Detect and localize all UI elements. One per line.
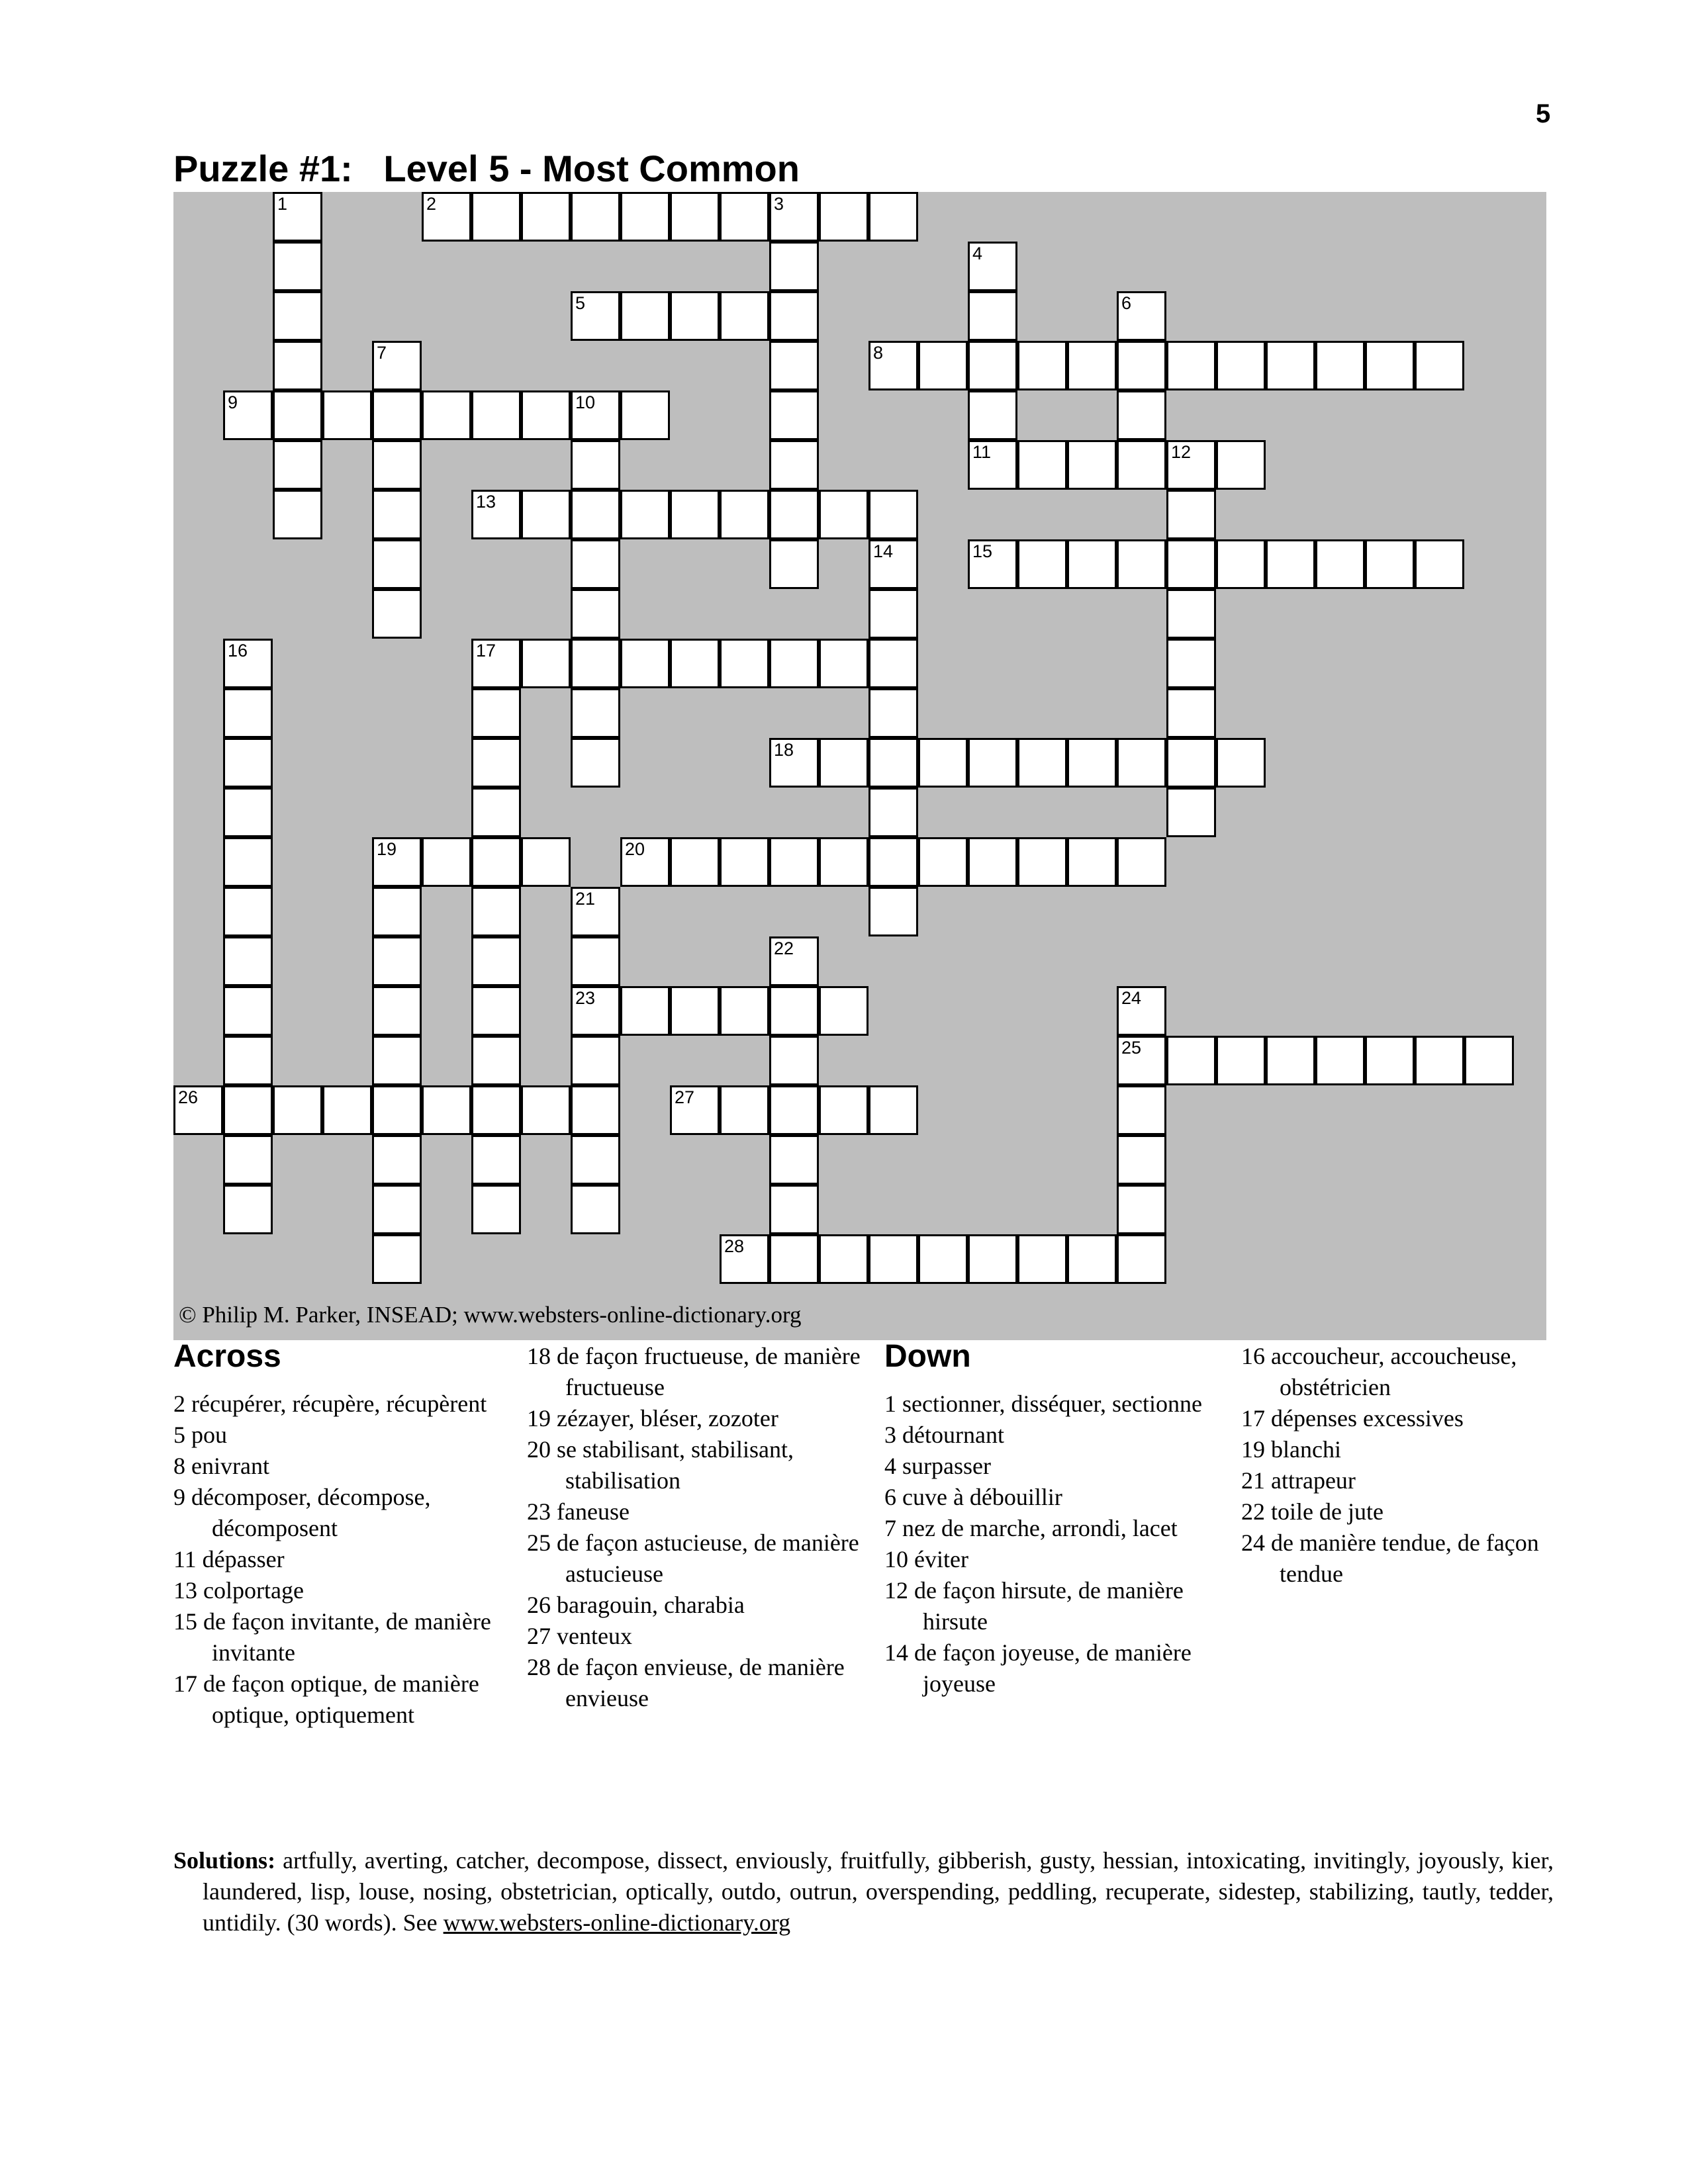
across-heading: Across	[173, 1339, 281, 1374]
grid-cell[interactable]	[372, 1135, 422, 1185]
grid-cell[interactable]	[1166, 440, 1216, 490]
cell-number: 19	[377, 839, 397, 859]
grid-cell[interactable]	[620, 837, 670, 887]
grid-cell[interactable]	[571, 291, 620, 341]
grid-cell[interactable]	[1415, 341, 1464, 390]
grid-cell[interactable]	[670, 192, 720, 242]
grid-cell[interactable]	[868, 1234, 918, 1284]
clue-down-1: 1 sectionner, disséquer, sectionne	[884, 1390, 1202, 1417]
grid-cell[interactable]	[372, 341, 422, 390]
grid-cell[interactable]	[769, 242, 819, 291]
cell-number: 4	[972, 244, 983, 263]
grid-cell[interactable]	[1216, 440, 1266, 490]
grid-cell[interactable]	[223, 837, 273, 887]
grid-cell[interactable]	[1117, 1234, 1166, 1284]
clue-down-3: 3 détournant	[884, 1422, 1004, 1448]
grid-cell[interactable]	[471, 639, 521, 688]
grid-cell[interactable]	[918, 738, 968, 788]
grid-cell[interactable]	[1266, 1036, 1315, 1085]
grid-cell[interactable]	[1067, 837, 1117, 887]
grid-cell[interactable]	[571, 1085, 620, 1135]
grid-cell[interactable]	[273, 390, 322, 440]
grid-cell[interactable]	[769, 390, 819, 440]
grid-cell[interactable]	[571, 539, 620, 589]
grid-cell[interactable]	[223, 1036, 273, 1085]
grid-cell[interactable]	[273, 242, 322, 291]
cell-number: 18	[774, 740, 794, 760]
grid-cell[interactable]	[868, 1085, 918, 1135]
grid-cell[interactable]	[372, 539, 422, 589]
grid-cell[interactable]	[1067, 440, 1117, 490]
grid-cell[interactable]	[223, 936, 273, 986]
grid-cell[interactable]	[769, 1036, 819, 1085]
cell-number: 20	[625, 839, 645, 859]
grid-cell[interactable]	[1117, 837, 1166, 887]
down-heading: Down	[884, 1339, 971, 1374]
grid-cell[interactable]	[521, 639, 571, 688]
grid-cell[interactable]	[1365, 539, 1415, 589]
grid-cell[interactable]	[769, 738, 819, 788]
grid-cell[interactable]	[769, 639, 819, 688]
grid-cell[interactable]	[1017, 1234, 1067, 1284]
solutions-text: artfully, averting, catcher, decompose, dissect, enviously, fruitfully, gibberish, gusty, hessian, intoxicating, invitingly, joyously, kier, laundered, lisp, louse, nosing, obstetrician, optically, outdo, outrun, overspending, peddling, recuperate, sidestep, stabilizing, tautly, tedder, untidily. (30 words). See	[203, 1847, 1554, 1936]
grid-cell[interactable]	[471, 688, 521, 738]
copyright-notice: © Philip M. Parker, INSEAD; www.websters-online-dictionary.org	[179, 1302, 802, 1328]
grid-cell[interactable]	[868, 639, 918, 688]
grid-cell[interactable]	[1117, 390, 1166, 440]
grid-cell[interactable]	[521, 390, 571, 440]
grid-cell[interactable]	[620, 291, 670, 341]
cell-number: 5	[575, 293, 586, 313]
cell-number: 9	[228, 392, 238, 412]
grid-cell[interactable]	[571, 390, 620, 440]
grid-cell[interactable]	[819, 490, 868, 539]
cell-number: 23	[575, 988, 596, 1008]
grid-cell[interactable]	[769, 837, 819, 887]
grid-cell[interactable]	[769, 1234, 819, 1284]
grid-cell[interactable]	[868, 688, 918, 738]
clue-down-10: 10 éviter	[884, 1546, 968, 1572]
clue-across-26: 26 baragouin, charabia	[527, 1592, 745, 1618]
grid-cell[interactable]	[1365, 1036, 1415, 1085]
grid-cell[interactable]	[471, 192, 521, 242]
crossword-grid	[173, 192, 1546, 1340]
grid-cell[interactable]	[968, 837, 1017, 887]
grid-cell[interactable]	[868, 539, 918, 589]
grid-cell[interactable]	[968, 390, 1017, 440]
cell-number: 25	[1121, 1038, 1142, 1058]
grid-cell[interactable]	[1216, 1036, 1266, 1085]
grid-cell[interactable]	[471, 1085, 521, 1135]
cell-number: 6	[1121, 293, 1132, 313]
grid-cell[interactable]	[223, 986, 273, 1036]
grid-cell[interactable]	[571, 639, 620, 688]
grid-cell[interactable]	[720, 1085, 769, 1135]
grid-cell[interactable]	[1166, 490, 1216, 539]
grid-cell[interactable]	[372, 936, 422, 986]
grid-cell[interactable]	[1067, 738, 1117, 788]
cell-number: 22	[774, 938, 794, 958]
grid-cell[interactable]	[1464, 1036, 1514, 1085]
grid-cell[interactable]	[422, 390, 471, 440]
grid-cell[interactable]	[223, 1085, 273, 1135]
grid-cell[interactable]	[471, 738, 521, 788]
grid-cell[interactable]	[571, 440, 620, 490]
clue-down-16: 16 accoucheur, accoucheuse, obstétricien	[1241, 1343, 1517, 1400]
grid-cell[interactable]	[968, 291, 1017, 341]
cell-number: 1	[277, 194, 288, 214]
grid-cell[interactable]	[471, 390, 521, 440]
clue-across-5: 5 pou	[173, 1422, 227, 1448]
grid-cell[interactable]	[223, 688, 273, 738]
across-clues-col-1	[173, 1388, 518, 1731]
grid-cell[interactable]	[1166, 539, 1216, 589]
grid-cell[interactable]	[571, 887, 620, 936]
grid-cell[interactable]	[223, 788, 273, 837]
grid-cell[interactable]	[1067, 1234, 1117, 1284]
grid-cell[interactable]	[1117, 539, 1166, 589]
grid-cell[interactable]	[372, 589, 422, 639]
grid-cell[interactable]	[769, 539, 819, 589]
clue-across-20: 20 se stabilisant, stabilisant, stabilisation	[527, 1436, 794, 1494]
grid-cell[interactable]	[1266, 539, 1315, 589]
grid-cell[interactable]	[1415, 1036, 1464, 1085]
dictionary-link[interactable]: www.websters-online-dictionary.org	[443, 1909, 791, 1936]
grid-cell[interactable]	[173, 1085, 223, 1135]
grid-cell[interactable]	[521, 192, 571, 242]
grid-cell[interactable]	[769, 440, 819, 490]
grid-cell[interactable]	[1166, 341, 1216, 390]
clue-across-15: 15 de façon invitante, de manière invitante	[173, 1608, 491, 1666]
cell-number: 16	[228, 641, 248, 660]
grid-cell[interactable]	[819, 192, 868, 242]
grid-cell[interactable]	[670, 986, 720, 1036]
clue-across-25: 25 de façon astucieuse, de manière astucieuse	[527, 1529, 859, 1587]
grid-cell[interactable]	[1117, 1185, 1166, 1234]
grid-cell[interactable]	[670, 837, 720, 887]
down-clues-col-1	[884, 1388, 1229, 1700]
grid-cell[interactable]	[273, 341, 322, 390]
clue-across-18: 18 de façon fructueuse, de manière fructueuse	[527, 1343, 861, 1400]
grid-cell[interactable]	[1166, 589, 1216, 639]
grid-cell[interactable]	[471, 490, 521, 539]
grid-cell[interactable]	[918, 837, 968, 887]
grid-cell[interactable]	[769, 1135, 819, 1185]
grid-cell[interactable]	[819, 1234, 868, 1284]
grid-cell[interactable]	[1166, 639, 1216, 688]
grid-cell[interactable]	[471, 1135, 521, 1185]
grid-cell[interactable]	[868, 738, 918, 788]
grid-cell[interactable]	[720, 986, 769, 1036]
clue-down-12: 12 de façon hirsute, de manière hirsute	[884, 1577, 1184, 1635]
cell-number: 2	[426, 194, 437, 214]
grid-cell[interactable]	[620, 192, 670, 242]
clue-down-7: 7 nez de marche, arrondi, lacet	[884, 1515, 1178, 1541]
grid-cell[interactable]	[620, 390, 670, 440]
grid-cell[interactable]	[571, 688, 620, 738]
grid-cell[interactable]	[1166, 738, 1216, 788]
clue-across-19: 19 zézayer, bléser, zozoter	[527, 1405, 778, 1432]
grid-cell[interactable]	[471, 887, 521, 936]
grid-cell[interactable]	[422, 837, 471, 887]
grid-cell[interactable]	[769, 341, 819, 390]
grid-cell[interactable]	[819, 738, 868, 788]
cell-number: 28	[724, 1236, 745, 1256]
puzzle-title: Puzzle #1: Level 5 - Most Common	[173, 148, 800, 189]
grid-cell[interactable]	[372, 490, 422, 539]
grid-cell[interactable]	[819, 837, 868, 887]
grid-cell[interactable]	[1117, 440, 1166, 490]
cell-number: 15	[972, 541, 993, 561]
grid-cell[interactable]	[1017, 440, 1067, 490]
grid-cell[interactable]	[769, 936, 819, 986]
grid-cell[interactable]	[1365, 341, 1415, 390]
grid-cell[interactable]	[1266, 341, 1315, 390]
grid-cell[interactable]	[521, 1085, 571, 1135]
grid-cell[interactable]	[769, 1085, 819, 1135]
grid-cell[interactable]	[1166, 688, 1216, 738]
grid-cell[interactable]	[223, 738, 273, 788]
grid-cell[interactable]	[670, 490, 720, 539]
clue-across-28: 28 de façon envieuse, de manière envieuse	[527, 1654, 845, 1711]
page-number: 5	[1536, 99, 1551, 128]
grid-cell[interactable]	[769, 291, 819, 341]
grid-cell[interactable]	[471, 788, 521, 837]
grid-cell[interactable]	[223, 1185, 273, 1234]
grid-cell[interactable]	[571, 490, 620, 539]
grid-cell[interactable]	[1017, 341, 1067, 390]
grid-cell[interactable]	[868, 788, 918, 837]
grid-cell[interactable]	[273, 440, 322, 490]
cell-number: 10	[575, 392, 596, 412]
grid-cell[interactable]	[1117, 1036, 1166, 1085]
grid-cell[interactable]	[670, 639, 720, 688]
grid-cell[interactable]	[223, 390, 273, 440]
grid-cell[interactable]	[1017, 738, 1067, 788]
grid-cell[interactable]	[1315, 1036, 1365, 1085]
grid-cell[interactable]	[223, 887, 273, 936]
grid-cell[interactable]	[819, 1085, 868, 1135]
grid-cell[interactable]	[471, 837, 521, 887]
grid-cell[interactable]	[273, 291, 322, 341]
solutions-label: Solutions:	[173, 1847, 276, 1874]
grid-cell[interactable]	[571, 1036, 620, 1085]
cell-number: 12	[1171, 442, 1192, 462]
grid-cell[interactable]	[868, 887, 918, 936]
grid-cell[interactable]	[918, 1234, 968, 1284]
grid-cell[interactable]	[521, 490, 571, 539]
grid-cell[interactable]	[1017, 539, 1067, 589]
grid-cell[interactable]	[1117, 1085, 1166, 1135]
grid-cell[interactable]	[372, 1185, 422, 1234]
grid-cell[interactable]	[1067, 539, 1117, 589]
grid-cell[interactable]	[571, 738, 620, 788]
grid-cell[interactable]	[1216, 738, 1266, 788]
cell-number: 13	[476, 492, 496, 512]
grid-cell[interactable]	[1166, 788, 1216, 837]
grid-cell[interactable]	[1315, 341, 1365, 390]
grid-cell[interactable]	[769, 490, 819, 539]
grid-cell[interactable]	[918, 341, 968, 390]
grid-cell[interactable]	[968, 539, 1017, 589]
clue-across-17: 17 de façon optique, de manière optique, optiquement	[173, 1670, 479, 1728]
clue-down-14: 14 de façon joyeuse, de manière joyeuse	[884, 1639, 1192, 1697]
cell-number: 3	[774, 194, 784, 214]
grid-cell[interactable]	[471, 1036, 521, 1085]
clue-across-13: 13 colportage	[173, 1577, 304, 1604]
grid-cell[interactable]	[720, 639, 769, 688]
clue-down-17: 17 dépenses excessives	[1241, 1405, 1464, 1432]
across-clues-col-2	[527, 1341, 871, 1714]
clue-down-21: 21 attrapeur	[1241, 1467, 1356, 1494]
grid-cell[interactable]	[868, 589, 918, 639]
cell-number: 27	[675, 1087, 695, 1107]
clue-down-19: 19 blanchi	[1241, 1436, 1341, 1463]
grid-cell[interactable]	[968, 1234, 1017, 1284]
grid-cell[interactable]	[620, 490, 670, 539]
grid-cell[interactable]	[322, 390, 372, 440]
clue-down-4: 4 surpasser	[884, 1453, 991, 1479]
grid-cell[interactable]	[968, 440, 1017, 490]
grid-cell[interactable]	[273, 1085, 322, 1135]
grid-cell[interactable]	[273, 192, 322, 242]
clue-down-6: 6 cuve à débouillir	[884, 1484, 1062, 1510]
grid-cell[interactable]	[1117, 1135, 1166, 1185]
grid-cell[interactable]	[521, 837, 571, 887]
grid-cell[interactable]	[223, 1135, 273, 1185]
grid-cell[interactable]	[968, 242, 1017, 291]
cell-number: 7	[377, 343, 387, 363]
down-clues-col-2	[1241, 1341, 1585, 1590]
grid-cell[interactable]	[372, 440, 422, 490]
grid-cell[interactable]	[620, 639, 670, 688]
grid-cell[interactable]	[1216, 539, 1266, 589]
cell-number: 11	[972, 442, 992, 462]
grid-cell[interactable]	[720, 490, 769, 539]
clue-down-24: 24 de manière tendue, de façon tendue	[1241, 1529, 1539, 1587]
grid-cell[interactable]	[1067, 341, 1117, 390]
grid-cell[interactable]	[372, 390, 422, 440]
grid-cell[interactable]	[571, 192, 620, 242]
grid-cell[interactable]	[769, 192, 819, 242]
grid-cell[interactable]	[1117, 291, 1166, 341]
cell-number: 24	[1121, 988, 1142, 1008]
grid-cell[interactable]	[571, 589, 620, 639]
grid-cell[interactable]	[968, 341, 1017, 390]
grid-cell[interactable]	[471, 1185, 521, 1234]
clue-across-8: 8 enivrant	[173, 1453, 269, 1479]
grid-cell[interactable]	[471, 936, 521, 986]
grid-cell[interactable]	[571, 936, 620, 986]
grid-cell[interactable]	[968, 738, 1017, 788]
grid-cell[interactable]	[720, 192, 769, 242]
grid-cell[interactable]	[819, 639, 868, 688]
grid-cell[interactable]	[372, 1234, 422, 1284]
grid-cell[interactable]	[1117, 738, 1166, 788]
grid-cell[interactable]	[322, 1085, 372, 1135]
cell-number: 17	[476, 641, 496, 660]
grid-cell[interactable]	[372, 1085, 422, 1135]
clue-across-2: 2 récupérer, récupère, récupèrent	[173, 1390, 487, 1417]
grid-cell[interactable]	[620, 986, 670, 1036]
grid-cell[interactable]	[571, 1185, 620, 1234]
grid-cell[interactable]	[273, 490, 322, 539]
grid-cell[interactable]	[422, 1085, 471, 1135]
grid-cell[interactable]	[720, 291, 769, 341]
grid-cell[interactable]	[1017, 837, 1067, 887]
clue-across-11: 11 dépasser	[173, 1546, 285, 1572]
grid-cell[interactable]	[868, 490, 918, 539]
cell-number: 14	[873, 541, 894, 561]
grid-cell[interactable]	[868, 341, 918, 390]
grid-cell[interactable]	[670, 1085, 720, 1135]
grid-cell[interactable]	[372, 837, 422, 887]
grid-cell[interactable]	[571, 986, 620, 1036]
grid-cell[interactable]	[372, 887, 422, 936]
grid-cell[interactable]	[1216, 341, 1266, 390]
grid-cell[interactable]	[819, 986, 868, 1036]
cell-number: 21	[575, 889, 596, 909]
grid-cell[interactable]	[422, 192, 471, 242]
cell-number: 26	[178, 1087, 199, 1107]
grid-cell[interactable]	[720, 1234, 769, 1284]
solutions-paragraph	[173, 1845, 1554, 1938]
grid-cell[interactable]	[1117, 986, 1166, 1036]
grid-cell[interactable]	[1117, 341, 1166, 390]
clue-across-9: 9 décomposer, décompose, décomposent	[173, 1484, 431, 1541]
grid-cell[interactable]	[1315, 539, 1365, 589]
clue-across-23: 23 faneuse	[527, 1498, 630, 1525]
grid-cell[interactable]	[372, 1036, 422, 1085]
grid-cell[interactable]	[868, 192, 918, 242]
grid-cell[interactable]	[868, 837, 918, 887]
clue-across-27: 27 venteux	[527, 1623, 632, 1649]
grid-cell[interactable]	[372, 986, 422, 1036]
grid-cell[interactable]	[1166, 1036, 1216, 1085]
grid-cell[interactable]	[471, 986, 521, 1036]
grid-cell[interactable]	[1415, 539, 1464, 589]
grid-cell[interactable]	[769, 1185, 819, 1234]
grid-cell[interactable]	[223, 639, 273, 688]
grid-cell[interactable]	[571, 1135, 620, 1185]
grid-cell[interactable]	[769, 986, 819, 1036]
cell-number: 8	[873, 343, 884, 363]
grid-cell[interactable]	[670, 291, 720, 341]
grid-cell[interactable]	[720, 837, 769, 887]
clue-down-22: 22 toile de jute	[1241, 1498, 1383, 1525]
